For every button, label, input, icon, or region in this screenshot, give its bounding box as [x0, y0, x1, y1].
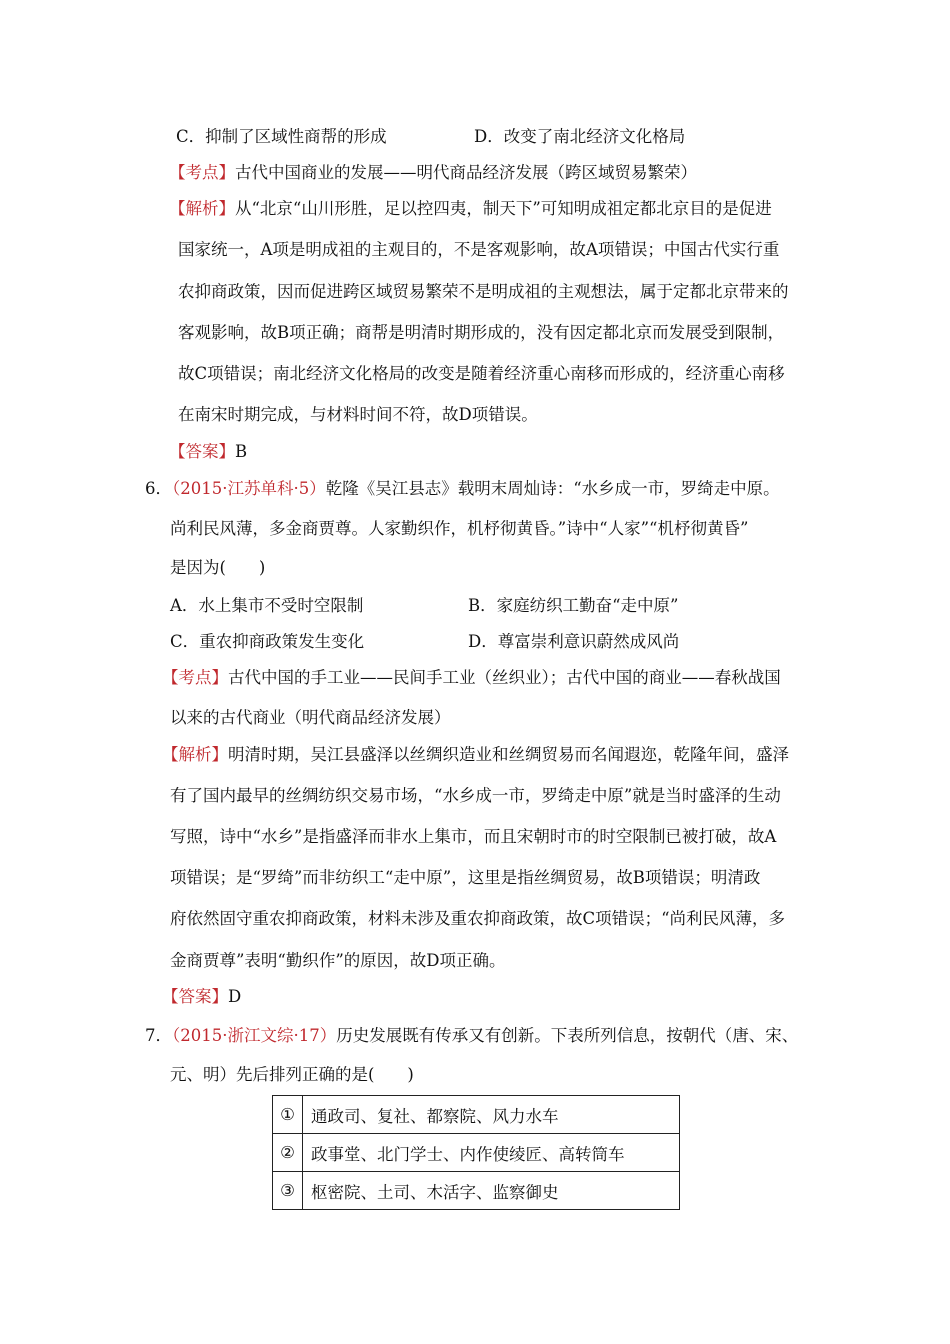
answer-value: B [235, 442, 248, 461]
row-number: ① [273, 1096, 303, 1134]
q6-jiexi-line: 写照，诗中“水乡”是指盛泽而非水上集市，而且宋朝时市的时空限制已被打破，故A [170, 827, 777, 846]
q6-option-a: A．水上集市不受时空限制 [170, 596, 364, 615]
jiexi-text: 明清时期，吴江县盛泽以丝绸织造业和丝绸贸易而名闻遐迩，乾隆年间，盛泽 [228, 745, 789, 764]
q5-jiexi-line: 在南宋时期完成，与材料时间不符，故D项错误。 [178, 405, 538, 424]
table-row [273, 1134, 680, 1172]
q5-jiexi-line: 故C项错误；南北经济文化格局的改变是随着经济重心南移而形成的，经济重心南移 [178, 364, 785, 383]
q5-jiexi-line: 客观影响，故B项正确；商帮是明清时期形成的，没有因定都北京而发展受到限制， [178, 323, 785, 342]
stem-text: 历史发展既有传承又有创新。下表所列信息，按朝代（唐、宋、 [336, 1026, 799, 1045]
q6-answer [162, 986, 241, 1008]
row-text: 政事堂、北门学士、内作使绫匠、高转筒车 [303, 1134, 680, 1172]
row-number: ③ [273, 1172, 303, 1210]
table-row [273, 1172, 680, 1210]
q5-option-c: C．抑制了区域性商帮的形成 [176, 127, 387, 146]
q5-answer [169, 441, 247, 463]
q6-kaodian-line: 以来的古代商业（明代商品经济发展） [170, 708, 451, 727]
row-number: ② [273, 1134, 303, 1172]
q5-option-d: D．改变了南北经济文化格局 [474, 127, 686, 146]
kaodian-text: 古代中国的手工业——民间手工业（丝织业）；古代中国的商业——春秋战国 [228, 668, 781, 687]
table-row [273, 1096, 680, 1134]
q6-jiexi-line: 金商贾尊”表明“勤织作”的原因，故D项正确。 [170, 951, 506, 970]
stem-text: 乾隆《吴江县志》载明末周灿诗：“水乡成一市，罗绮走中原。 [325, 479, 780, 498]
q5-jiexi-line: 国家统一，A项是明成祖的主观目的，不是客观影响，故A项错误；中国古代实行重 [178, 240, 780, 259]
kaodian-text: 古代中国商业的发展——明代商品经济发展（跨区域贸易繁荣） [235, 163, 697, 182]
row-text: 通政司、复社、都察院、风力水车 [303, 1096, 680, 1134]
q5-jiexi-line: 农抑商政策，因而促进跨区域贸易繁荣不是明成祖的主观想法，属于定都北京带来的 [178, 282, 789, 301]
q5-jiexi-line [169, 198, 772, 220]
q6-jiexi-line: 有了国内最早的丝绸纺织交易市场，“水乡成一市，罗绮走中原”就是当时盛泽的生动 [170, 786, 781, 805]
kaodian-label: 【考点】 [162, 668, 228, 687]
q6-stem-line: 是因为( ) [170, 558, 266, 577]
q7-stem-line [145, 1025, 798, 1047]
q7-info-table [272, 1095, 680, 1210]
jiexi-label: 【解析】 [169, 199, 235, 218]
q5-kaodian [169, 162, 697, 184]
question-number: 7． [145, 1026, 172, 1045]
answer-value: D [228, 987, 242, 1006]
question-source: （2015·浙江文综·17） [172, 1026, 337, 1045]
q6-jiexi-line: 项错误；是“罗绮”而非纺织工“走中原”，这里是指丝绸贸易，故B项错误；明清政 [170, 868, 761, 887]
q6-jiexi-line [162, 744, 789, 766]
q6-option-d: D．尊富崇利意识蔚然成风尚 [468, 632, 680, 651]
answer-label: 【答案】 [162, 987, 228, 1006]
q6-option-c: C．重农抑商政策发生变化 [170, 632, 365, 651]
q6-option-b: B．家庭纺织工勤奋“走中原” [468, 596, 679, 615]
q6-stem-line: 尚利民风薄，多金商贾尊。人家勤织作，机杼彻黄昏。”诗中“人家”“机杼彻黄昏” [170, 519, 749, 538]
jiexi-text: 从“北京“山川形胜，足以控四夷，制天下”可知明成祖定都北京目的是促进 [235, 199, 772, 218]
question-number: 6． [145, 479, 172, 498]
q7-stem-line: 元、明）先后排列正确的是( ) [170, 1065, 414, 1084]
question-source: （2015·江苏单科·5） [172, 479, 326, 498]
kaodian-label: 【考点】 [169, 163, 235, 182]
answer-label: 【答案】 [169, 442, 235, 461]
row-text: 枢密院、土司、木活字、监察御史 [303, 1172, 680, 1210]
q6-stem-line [145, 478, 780, 500]
q6-jiexi-line: 府依然固守重农抑商政策，材料未涉及重农抑商政策，故C项错误；“尚利民风薄，多 [170, 909, 786, 928]
jiexi-label: 【解析】 [162, 745, 228, 764]
q6-kaodian [162, 667, 781, 689]
